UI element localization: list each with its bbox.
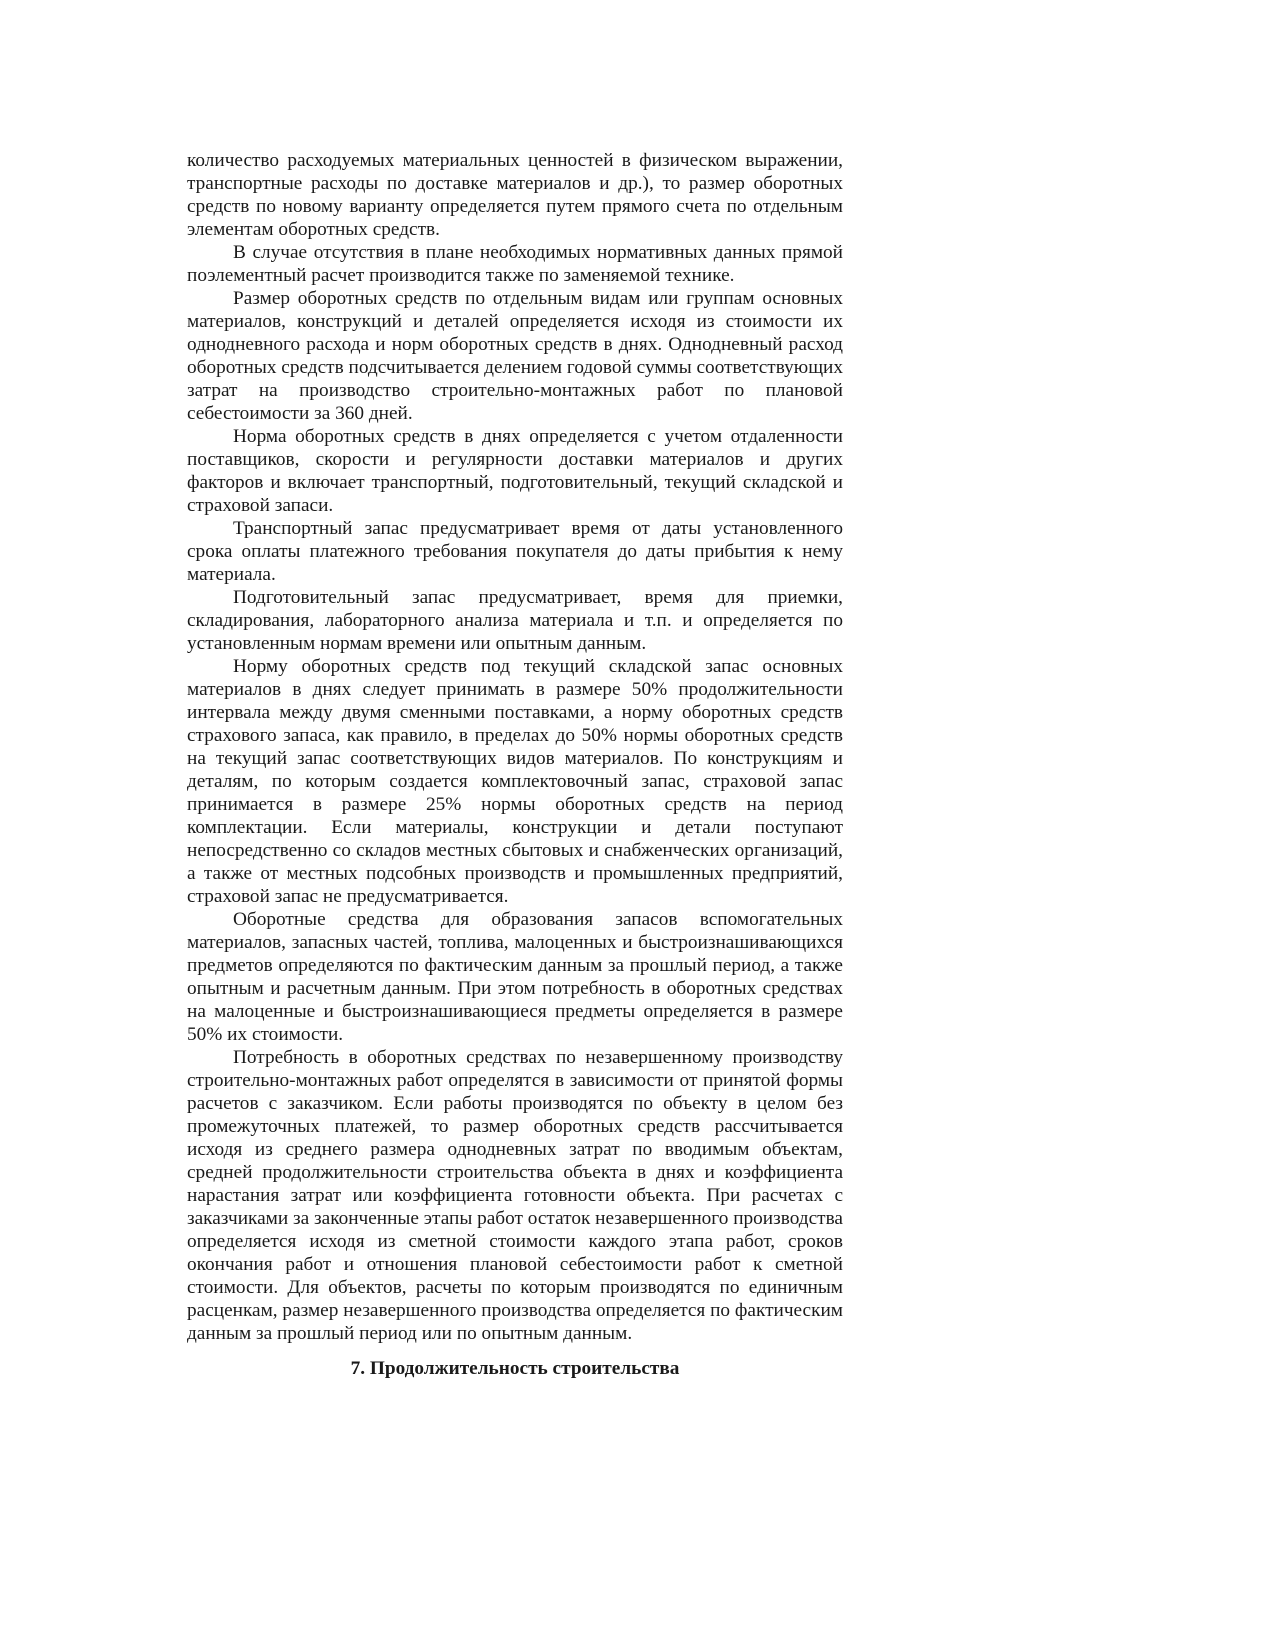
paragraph-5: Транспортный запас предусматривает время от даты установленного срока оплаты платежного требования покупателя до даты прибытия к нему материала. [187, 518, 843, 585]
paragraph-3: Размер оборотных средств по отдельным видам или группам основных материалов, конструкций и деталей определяется исходя из стоимости их однодневного расхода и норм оборотных средств в днях. Однодневный расход оборотных средств подсчитывается делением годовой суммы соответствующих затрат на производство строительно-монтажных работ по плановой себестоимости за 360 дней. [187, 288, 844, 424]
paragraph-6: Подготовительный запас предусматривает, время для приемки, складирования, лабораторного анализа материала и т.п. и определяется по установленным нормам времени или опытным данным. [187, 587, 843, 654]
paragraph-8: Оборотные средства для образования запасов вспомогательных материалов, запасных частей, топлива, малоценных и быстроизнашивающихся предметов определяются по фактическим данным за прошлый период, а также опытным и расчетным данным. При этом потребность в оборотных средствах на малоценные и быстроизнашивающиеся предметы определяется в размере 50% их стоимости. [187, 909, 843, 1045]
section-heading: 7. Продолжительность строительства [350, 1358, 680, 1379]
document-page [187, 149, 843, 1380]
paragraph-2: В случае отсутствия в плане необходимых нормативных данных прямой поэлементный расчет производится также по заменяемой технике. [187, 242, 843, 286]
paragraph-1: количество расходуемых материальных ценностей в физическом выражении, транспортные расходы по доставке материалов и др.), то размер оборотных средств по новому варианту определяется путем прямого счета по отдельным элементам оборотных средств. [187, 150, 843, 240]
paragraph-7: Норму оборотных средств под текущий складской запас основных материалов в днях следует принимать в размере 50% продолжительности интервала между двумя сменными поставками, а норму оборотных средств страхового запаса, как правило, в пределах до 50% нормы оборотных средств на текущий запас соответствующих видов материалов. По конструкциям и деталям, по которым создается комплектовочный запас, страховой запас принимается в размере 25% нормы оборотных средств на период комплектации. Если материалы, конструкции и детали поступают непосредственно со складов местных сбытовых и снабженческих организаций, а также от местных подсобных производств и промышленных предприятий, страховой запас не предусматривается. [187, 656, 843, 907]
paragraph-4: Норма оборотных средств в днях определяется с учетом отдаленности поставщиков, скорости и регулярности доставки материалов и других факторов и включает транспортный, подготовительный, текущий складской и страховой запаси. [187, 426, 843, 516]
paragraph-9: Потребность в оборотных средствах по незавершенному производству строительно-монтажных работ определятся в зависимости от принятой формы расчетов с заказчиком. Если работы производятся по объекту в целом без промежуточных платежей, то размер оборотных средств рассчитывается исходя из среднего размера однодневных затрат по вводимым объектам, средней продолжительности строительства объекта в днях и коэффициента нарастания затрат или коэффициента готовности объекта. При расчетах с заказчиками за законченные этапы работ остаток незавершенного производства определяется исходя из сметной стоимости каждого этапа работ, сроков окончания работ и отношения плановой себестоимости работ к сметной стоимости. Для объектов, расчеты по которым производятся по единичным расценкам, размер незавершенного производства определяется по фактическим данным за прошлый период или по опытным данным. [187, 1047, 843, 1344]
